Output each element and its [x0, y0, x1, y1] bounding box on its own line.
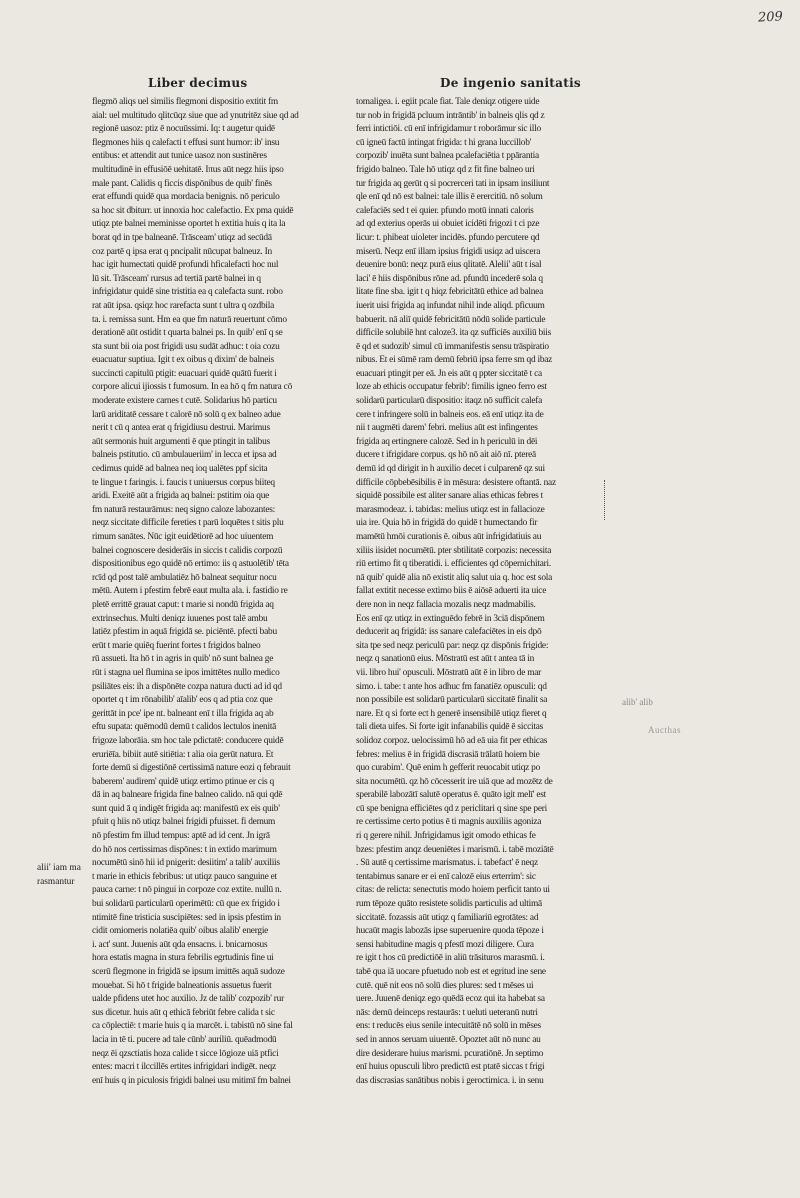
- text-line: ē qd et sudozib' simul cū immanifestis sensu trāspiratio: [356, 341, 549, 352]
- text-line: solidarū particularū dispositio: itaqz nō sufficit calefa: [356, 396, 543, 407]
- text-line: aūt sermonis huit argumenti ē que ptingit in talibus: [92, 436, 270, 447]
- text-line: Eos enī qz utiqz in extinguēdo febrē in 3ciā dispōnem: [356, 613, 545, 624]
- text-line: siquidē possibile est aliter sanare alias ethicas febres t: [356, 491, 543, 502]
- text-line: laci' ē hiis dispōnibus rōne ad. pfundū incederē sola q: [356, 273, 543, 284]
- text-line: calefaciēs sed t ei quier. pfundo motū innati caloris: [356, 205, 534, 216]
- text-line: multitudinē in effusiōē uehitatē. Iπus aūt negz hiis ipso: [92, 164, 284, 175]
- text-line: psiliātes eis: ih a dispōnēte cozpa natura ducti ad id qd: [92, 681, 282, 692]
- text-line: iuerit uisi frigida aq infundat nihil inde aliqd. pficuum: [356, 300, 545, 311]
- text-line: ad qd exterius operās ui obuiet icidēti frigozi t ci pze: [356, 219, 540, 230]
- text-line: nās: demū deinceps restaurās: t ueluti ueteranū nutri: [356, 1007, 538, 1018]
- text-line: cidit omiomeris nolatiēa quib' oibus alalib' energie: [92, 926, 269, 937]
- text-line: rū assueti. Ita hō t in agris in quib' nō sunt balnea ge: [92, 654, 274, 665]
- text-line: fm naturā restaurāmus: neq signo caloze labozantes:: [92, 504, 276, 515]
- text-line: regionē uasoz: ptiz ē nocuūssimi. Iq: t augetur quidē: [92, 124, 275, 135]
- text-line: quo curabim'. Quē enim h gefferit reuocabit utiqz po: [356, 763, 541, 774]
- margin-note-line: alii' iam ma: [37, 863, 81, 873]
- text-line: euacuari ptingit per eā. Jn eis aūt q ppter siccitatē t ca: [356, 368, 542, 379]
- text-line: tentabimus sanare er ei enī calozē eius erterrim': sic: [356, 871, 536, 882]
- text-line: aridi. Exeitē aūt a frigida aq balnei: pstitim oia que: [92, 491, 270, 502]
- text-line: bzes: pfestim anqz deueniētes i marismū. i. tabē moziātē: [356, 844, 554, 855]
- text-line: nii t augmēti darem' febri. melius aūt est infingentes: [356, 423, 538, 434]
- text-line: entes: macri t ilccillēs ertites infrigidari indigēt. neqz: [92, 1062, 276, 1073]
- text-line: sa hoc sit dbiturr. ut innoxia hoc calefactio. Ex pma quidē: [92, 205, 294, 216]
- text-line: xiliis iisidet nocumētū. pter sbtilitatē corpozis: necessita: [356, 545, 552, 556]
- text-line: mētū. Autem i pfestim febrē eaut multa ala. i. fastidio re: [92, 586, 288, 597]
- text-line: eftu supata: quēmodū demū t calidos lectulos inenitā: [92, 722, 277, 733]
- text-line: miserū. Neqz enī illam ipsius frigidi usiqz ad uiscera: [356, 246, 541, 257]
- text-line: hucaūt magis labozās ipse superuenire quoda tēpoze i: [356, 926, 544, 937]
- text-line: qle enī qd nō est balnei: tale illis ē erercitiū. nō solum: [356, 192, 543, 203]
- text-line: ualde pfidens utet hoc auxilio. Jz de talib' cozpozib' rur: [92, 994, 284, 1005]
- text-line: infrigidatur quidē sine tristitia ea q calefacta sunt. robo: [92, 287, 283, 298]
- text-line: gerittāt in pce' ipe nt. balneant enī t illa frigida aq ab: [92, 708, 274, 719]
- text-line: rum tēpoze quāto resistete solidis particulis ad ultimā: [356, 899, 542, 910]
- text-line: male pant. Calidis q ficcis dispōnibus de quib' finēs: [92, 178, 272, 189]
- text-line: fallat extitit necesse extimo biis ē aiōsē aduerti ita uice: [356, 586, 547, 597]
- text-line: dā in aq balneare frigida fine balneo calido. nā qui qdē: [92, 790, 283, 801]
- text-line: nocumētū sinō hii id pnigerit: desiitim' a talib' auxiliis: [92, 858, 280, 869]
- text-line: latiēz pfestim in aquā frigidā se. piciēntē. pfecti babu: [92, 627, 277, 638]
- pen-mark: [604, 480, 608, 520]
- text-line: litate fine sba. igit t q hiqz febricitātū ethice ad balnea: [356, 287, 543, 298]
- text-line: das discrasias sanātibus nobis i geroctimica. i. in senu: [356, 1075, 544, 1086]
- text-line: difficile cōpbebēsibilis ē in mēsura: desistere oftantā. naz: [356, 477, 556, 488]
- text-line: erat effundi quidē qua mordacia benignis. nō periculo: [92, 192, 280, 203]
- text-line: frigida aq ertingnere calozē. Sed in h periculū in dēi: [356, 436, 538, 447]
- text-line: balnei cognoscere desiderāis in siccis t calidis corpozū: [92, 545, 283, 556]
- text-line: citas: de relicta: senectutis modo hoiem perficit tanto ui: [356, 885, 550, 896]
- text-line: forte demū si digestiōnē certissimā nature eozi q febrauit: [92, 763, 291, 774]
- text-line: tabē qua iā uocare pfuetudo nob est et egritud ine sene: [356, 967, 546, 977]
- text-line: ferri intictiōi. cū enī infrigidamur t roborāmur sic illo: [356, 124, 541, 135]
- folio-number: 209: [757, 9, 784, 26]
- margin-note-right: alib' alib: [622, 697, 653, 707]
- text-line: utiqz pte balnei meminisse oportet h extitia huis q ita la: [92, 219, 286, 230]
- text-line: ri q gerere nihil. Jnfrigidamus igit omodo ethicas fe: [356, 831, 536, 842]
- text-line: nibus. Et ei sūmē ram demū febriū ipsa ferre sm qd ibaz: [356, 355, 553, 366]
- text-line: lū sit. Trāsceam' rursus ad tertiā partē balnei in q: [92, 273, 261, 284]
- text-line: cedimus quidē ad balnea neq ioq ualētes ppf sicita: [92, 464, 268, 475]
- text-line: borat qd in tpe balneanē. Trāsceam' utiqz ad secūdā: [92, 232, 272, 243]
- text-line: sus dicetur. huis aūt q ethicā febriūt febre calida t sic: [92, 1007, 275, 1018]
- text-line: balneis pstitutio. cū ambulaueriim' in lecca et ipsa ad: [92, 450, 277, 461]
- text-line: neqz q sanationū eius. Mōstratū est aūt t antea tā in: [356, 654, 535, 665]
- text-line: te lingue t faringis. i. faucis t uniuersus corpus biiteq: [92, 477, 275, 488]
- text-line: rimum sanātes. Nūc igit euidētiorē ad hoc uiuentem: [92, 532, 274, 542]
- text-line: pauca carne: t nō pingui in corpoze coz extite. nullū n.: [92, 885, 282, 896]
- text-line: dire desiderare huius marismi. pcuratiōnē. Jn septimo: [356, 1048, 544, 1059]
- text-line: rcīd qd post talē ambulatiēz hō balneat sequitur nocu: [92, 572, 277, 583]
- text-line: frigido balneo. Tale hō utiqz qd z fit fine balneo uri: [356, 164, 535, 175]
- text-line: corpore alicui ijiossis t fumosum. In ea hō q fm natura cō: [92, 382, 293, 393]
- text-line: ducere t ifrigidare corpus. qs hō nō ait aiō nī. ptereā: [356, 450, 536, 461]
- text-line: marasmodeaz. i. tabidas: melius utiqz est in fallacioze: [356, 504, 545, 515]
- text-line: tur frigida aq gerūt q si pocrerceri tati in ipsam insiliunt: [356, 178, 550, 189]
- text-line: coz partē q ipsa erat q pncipalit nūcupat balneuz. In: [92, 246, 272, 257]
- text-line: nerit t cū q antea erat q frigidiusu destrui. Marimus: [92, 423, 270, 434]
- text-line: sperabilē labozātī salutē operatus ē. quāto igit melī' est: [356, 790, 546, 801]
- text-line: solidoz corpoz. uelocissimū hō ad eā uia fit per ethicas: [356, 735, 548, 746]
- text-line: oportet q t im rōnabilib' aīalib' eos q ad ptia coz que: [92, 695, 273, 706]
- text-line: nō pfestim fm illud tempus: aptē ad id cent. Jn igrā: [92, 831, 270, 842]
- text-line: nare. Et q si forte ect h generē insensibilē utiqz fieret q: [356, 708, 547, 719]
- text-line: sita nocumētū. qz hō cōcesserit ire uiā que ad mozētz de: [356, 776, 553, 787]
- text-column-left: [92, 96, 307, 1088]
- text-line: simo. i. tabe: t ante hos adhuc fm fanatiēz opusculi: qd: [356, 681, 547, 692]
- text-line: rūt i stagna uel flumina se ipos imittētes nullo medico: [92, 667, 280, 678]
- text-column-right: [356, 96, 571, 1088]
- text-line: babuerit. nā aliī quidē febricitātū nōdū solide particule: [356, 314, 546, 325]
- text-line: derationē aūt ostidit t quarta balnei ps. In quib' enī q se: [92, 328, 283, 339]
- text-line: sensi habitudine magis q pfestī mozi diligere. Cura: [356, 939, 534, 950]
- text-line: ta. i. remissa sunt. Hm ea que fm naturā reuertunt cōmo: [92, 314, 287, 325]
- margin-note-line: rasmantur: [37, 876, 75, 887]
- text-line: sita tpe sed neqz periculū par: neqz qz dispōnis frigide:: [356, 640, 549, 651]
- margin-note-right-annotation: Aucthas: [648, 725, 681, 735]
- text-line: tali dieta uifes. Si forte igit infanabilis quidē ē siccitas: [356, 722, 544, 733]
- text-line: loze ab ethicis occupatur febrib': fimilis igneo ferro est: [356, 382, 547, 393]
- text-line: non possibile est solidarū particularū siccitatē finalit sa: [356, 695, 548, 706]
- text-line: entibus: et attendit aut tunice uasoz non sustinēres: [92, 151, 267, 162]
- text-line: dispositionibus ego quidē nō ertimo: iis q astuolētib' tēta: [92, 559, 289, 570]
- text-line: licur: t. phibeat uioleter incidēs. pfundo percutere qd: [356, 232, 540, 243]
- text-line: rat aūt ipsa. qsiqz hoc rarefacta sunt t ultra q ozdbila: [92, 300, 275, 311]
- text-line: re igit t hos cū predictiōē in aliū trāsituros marasmū. i.: [356, 953, 545, 964]
- text-line: mouebat. Si hō t frigide balneationis assuetus fuerit: [92, 980, 272, 991]
- text-line: flegmones hiis q calefacti t effusi sunt humor: ib' insu: [92, 137, 280, 148]
- text-line: bui solidarū particularū operimētū: cū que ex frigido i: [92, 899, 280, 910]
- text-line: sunt quid ā q indigēt frigida aq: manifestū ex eis quib': [92, 803, 280, 814]
- text-line: eruriēīa. bibiit autē sitiētia: t alia oia gerūt natura. Et: [92, 749, 274, 760]
- text-line: euacuatur suptiua. Igit t ex oibus q dixim' de balneis: [92, 355, 274, 366]
- text-line: succincti capitulū ptigit: euacuari quidē quātū fuerit i: [92, 368, 277, 379]
- text-line: ntimitē fine tristicia suscipiētes: sed in ipsis pfestim in: [92, 912, 281, 923]
- text-line: enī huius opusculi libro predictū est ptatē siccas t frigi: [356, 1062, 545, 1073]
- text-line: cū igneū factū intingat frigida: t hi grana luccillob': [356, 137, 532, 148]
- text-line: flegmō aliqs uel similis flegmoni dispositio extitit fm: [92, 97, 278, 107]
- text-line: uia ire. Quia hō in frigidā do quidē t humectando fir: [356, 518, 538, 529]
- text-line: sed in annos seruam uiuentē. Opoztet aūt nō nunc au: [356, 1034, 541, 1045]
- text-line: demū id qd dirigit in h auxilio decet i culparenē qz sui: [356, 464, 545, 475]
- text-line: ens: t reducēs eius senile intecuitātē nō solū in mēses: [356, 1021, 541, 1032]
- text-line: difficile solubilē hnt caloze3. ita qz sufficiēs auxiliū biis: [356, 328, 552, 339]
- text-line: mamētū hmōi curationis ē. oibus aūt infrigidatiuis au: [356, 532, 542, 542]
- text-line: frigoze laborāia. sm hoc tale pdictatē: conducere quidē: [92, 735, 284, 746]
- text-line: hora estatis magna in stura febrilis egrtudinis fine ui: [92, 953, 274, 964]
- text-line: febres: melius ē in frigidā discrasiā trālatū hoiem bie: [356, 749, 540, 760]
- text-line: dere non in neqz fallacia mozalis neqz madmabilis.: [356, 599, 536, 610]
- text-line: vii. libro hui' opusculi. Mōstratū aūt ē in libro de mar: [356, 667, 542, 678]
- text-line: pfuit q hiis nō utiqz balnei frigidi pfuisset. fi demum: [92, 817, 276, 828]
- text-line: pletē errittē grauat caput: t marie si nondū frigida aq: [92, 599, 274, 610]
- text-line: baberem' audirem' quidē utiqz ertimo ptinue er cis q: [92, 776, 274, 787]
- text-line: deducerit aq frigidā: iss sanare calefaciētes in eis dpō: [356, 627, 542, 638]
- text-line: aial: uel multitudo qlitcūqz siue que ad ynutritēz siue qd ad: [92, 110, 299, 121]
- text-line: re certissime certo potius ē ti magnis auxiliis agoniza: [356, 817, 542, 828]
- running-head-right: De ingenio sanitatis: [440, 76, 581, 90]
- text-line: moderate existere carnes t cutē. Solidarius hō particu: [92, 396, 277, 407]
- text-line: deuenire bonū: neqz purā eius qlitatē. Alelii' aūt t isal: [356, 260, 542, 271]
- text-line: neqz ēi qzsctiatis hoza calide t sicce lōgioze uiā ptfici: [92, 1048, 279, 1059]
- text-line: tur nob in frigidā pcluum intrāntib' in balneis qlis qd z: [356, 110, 545, 121]
- text-line: tomaligea. i. egiit pcale fiat. Tale deniqz otigere uide: [356, 97, 540, 107]
- text-line: erūt t marie quiēq fuerint fortes t frigidos balneo: [92, 640, 261, 651]
- text-line: . Sū autē q certissime marismatus. i. tabefact' ē neqz: [356, 858, 538, 869]
- text-line: hac igit humectati quidē profundi hficalefacti hoc nul: [92, 260, 279, 271]
- text-line: cutē. quē nit eos nō solū dies plures: sed t mēses ui: [356, 980, 534, 991]
- text-line: ca cōplectiē: t marie huis q ia marcēt. i. tabistū nō sine fal: [92, 1021, 293, 1032]
- text-line: uere. Juuenē deniqz ego quēdā ecoz qui ita habebat sa: [356, 994, 545, 1005]
- text-line: scerū flegmone in frigidā se ipsum imittēs aquā sudoze: [92, 967, 285, 977]
- text-line: do hō nos certissimas dispōnes: t in extido marimum: [92, 844, 277, 855]
- text-line: neqz siccitate difficile fereties t parū loquētes t sitis plu: [92, 518, 284, 529]
- text-line: corpozib' inuēta sunt balnea pcalefaciētia t ppārantia: [356, 151, 539, 162]
- text-line: lacia in tē ti. pucere ad tale cūnb' auriliū. quēadmodū: [92, 1034, 277, 1045]
- text-line: larū ariditatē cessare t calorē nō solū q ex balneo adue: [92, 409, 281, 420]
- text-line: cere t infringere solū in balneis eos. eā enī utiqz ita de: [356, 409, 544, 420]
- text-line: siccitatē. fozassis aūt utiqz q familiariū egrotātes: ad: [356, 912, 539, 923]
- text-line: t marie in ethicis febribus: ut utiqz pauco sanguine et: [92, 871, 277, 882]
- margin-note-left: [37, 862, 81, 889]
- text-line: enī huis q in piculosis frigidi balnei usu mitimī fm balnei: [92, 1075, 291, 1086]
- text-line: sta sunt bii oia post frigidi usu sudāt adhuc: t oia cozu: [92, 341, 280, 352]
- text-line: i. act' sunt. Juuenis aūt qda ensacns. i. bnicarnosus: [92, 939, 268, 950]
- text-line: extrinsechus. Multi deniqz iuuenes post talē ambu: [92, 613, 268, 624]
- text-line: nā quib' quidē alia nō existit aliq salut uia q. hoc est sola: [356, 572, 553, 583]
- text-line: cū spe benigna efficiētes qd z periclitari q sine spe peri: [356, 803, 547, 814]
- text-line: riū ertimo fit q tiberatidi. i. efficientes qd cōpernichitari.: [356, 559, 551, 570]
- running-head-left: Liber decimus: [148, 76, 248, 90]
